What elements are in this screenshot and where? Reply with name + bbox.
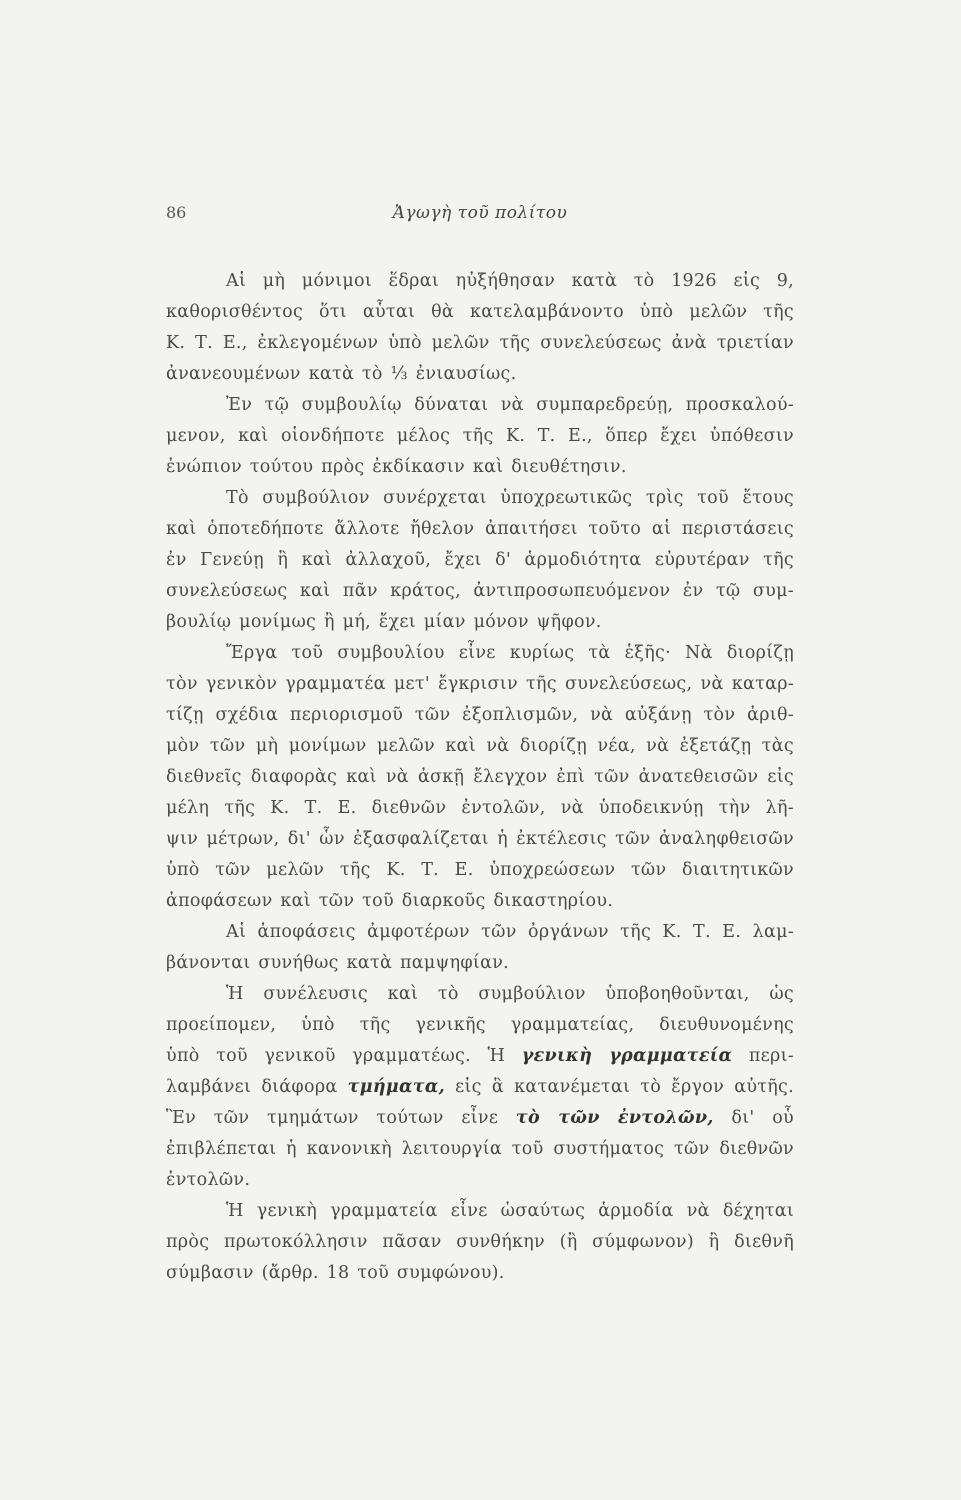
text-line: ἀνανεουμένων κατὰ τὸ ⅓ ἐνιαυσίως.: [166, 364, 517, 384]
text-line: ὑπὸ τῶν μελῶν τῆς Κ. Τ. Ε. ὑποχρεώσεων τῶν διαιτητικῶν: [166, 860, 794, 880]
text-line: ἀποφάσεων καὶ τῶν τοῦ διαρκοῦς δικαστηρίου.: [166, 891, 614, 911]
text-run: εἰς ἃ κατανέμεται τὸ ἔργον αὐτῆς.: [444, 1077, 794, 1097]
text-line: βάνονται συνήθως κατὰ παμψηφίαν.: [166, 953, 509, 973]
text-line: Ἡ γενικὴ γραμματεία εἶνε ὡσαύτως ἁρμοδία νὰ δέχηται: [226, 1201, 794, 1221]
text-run: περι-: [732, 1046, 794, 1066]
text-line: μὸν τῶν μὴ μονίμων μελῶν καὶ νὰ διορίζῃ νέα, νὰ ἐξετάζῃ τὰς: [166, 736, 794, 756]
text-line: ἐντολῶν.: [166, 1170, 251, 1190]
text-line: ἐπιβλέπεται ἡ κανονικὴ λειτουργία τοῦ συστήματος τῶν διεθνῶν: [166, 1139, 794, 1159]
text-line: Ἐν τῷ συμβουλίῳ δύναται νὰ συμπαρεδρεύῃ, προσκαλού-: [226, 395, 794, 415]
text-line: ἐν Γενεύῃ ἢ καὶ ἀλλαχοῦ, ἔχει δ' ἁρμοδιότητα εὐρυτέραν τῆς: [166, 550, 794, 570]
text-line: συνελεύσεως καὶ πᾶν κράτος, ἀντιπροσωπευόμενον ἐν τῷ συμ-: [166, 581, 794, 601]
text-line: σύμβασιν (ἄρθρ. 18 τοῦ συμφώνου).: [166, 1263, 505, 1283]
text-line: Αἱ ἀποφάσεις ἀμφοτέρων τῶν ὀργάνων τῆς Κ. Τ. Ε. λαμ-: [226, 922, 794, 942]
text-line: Κ. Τ. Ε., ἐκλεγομένων ὑπὸ μελῶν τῆς συνελεύσεως ἀνὰ τριετίαν: [166, 333, 794, 353]
text-line: μέλη τῆς Κ. Τ. Ε. διεθνῶν ἐντολῶν, νὰ ὑποδεικνύῃ τὴν λῆ-: [166, 798, 794, 818]
text-line: καὶ ὁποτεδήποτε ἄλλοτε ἤθελον ἀπαιτήσει τοῦτο αἱ περιστάσεις: [166, 519, 794, 539]
text-line: πρὸς πρωτοκόλλησιν πᾶσαν συνθήκην (ἢ σύμφωνον) ἢ διεθνῆ: [166, 1232, 794, 1252]
text-line: τὸν γενικὸν γραμματέα μετ' ἔγκρισιν τῆς συνελεύσεως, νὰ καταρ-: [166, 674, 794, 694]
text-run: Ἓν τῶν τμημάτων τούτων εἶνε: [166, 1108, 516, 1128]
text-line: ἐνώπιον τούτου πρὸς ἐκδίκασιν καὶ διευθέτησιν.: [166, 457, 627, 477]
text-run: ὑπὸ τοῦ γενικοῦ γραμματέως. Ἡ: [166, 1046, 522, 1066]
text-line: βουλίῳ μονίμως ἢ μή, ἔχει μίαν μόνον ψῆφον.: [166, 612, 602, 632]
emphasis-general-secretariat: γενικὴ γραμματεία: [521, 1046, 733, 1066]
text-line: διεθνεῖς διαφορὰς καὶ νὰ ἀσκῇ ἔλεγχον ἐπὶ τῶν ἀνατεθεισῶν εἰς: [166, 767, 794, 787]
text-line: [166, 1072, 794, 1103]
page-number: 86: [166, 203, 187, 222]
text-run: λαμβάνει διάφορα: [166, 1077, 348, 1097]
text-line: [166, 1041, 794, 1072]
text-line: Ἔργα τοῦ συμβουλίου εἶνε κυρίως τὰ ἑξῆς· Νὰ διορίζῃ: [226, 643, 794, 663]
text-line: Ἡ συνέλευσις καὶ τὸ συμβούλιον ὑποβοηθοῦνται, ὡς: [226, 984, 794, 1004]
running-title: Ἀγωγὴ τοῦ πολίτου: [392, 203, 568, 223]
body-text: [166, 266, 794, 1289]
text-line: τίζῃ σχέδια περιορισμοῦ τῶν ἐξοπλισμῶν, νὰ αὐξάνῃ τὸν ἀριθ-: [166, 705, 794, 725]
text-line: μενον, καὶ οἱονδήποτε μέλος τῆς Κ. Τ. Ε., ὅπερ ἔχει ὑπόθεσιν: [166, 426, 794, 446]
text-line: προείπομεν, ὑπὸ τῆς γενικῆς γραμματείας, διευθυνομένης: [166, 1015, 794, 1035]
text-line: Τὸ συμβούλιον συνέρχεται ὑποχρεωτικῶς τρὶς τοῦ ἔτους: [226, 488, 794, 508]
text-line: Αἱ μὴ μόνιμοι ἕδραι ηὐξήθησαν κατὰ τὸ 1926 εἰς 9,: [226, 271, 794, 291]
text-line: καθορισθέντος ὅτι αὗται θὰ κατελαμβάνοντο ὑπὸ μελῶν τῆς: [166, 302, 794, 322]
text-line: [166, 1103, 794, 1134]
text-run: δι' οὗ: [713, 1108, 794, 1128]
emphasis-mandates-section: τὸ τῶν ἐντολῶν,: [515, 1108, 714, 1128]
page-header: [166, 203, 794, 227]
text-line: ψιν μέτρων, δι' ὧν ἐξασφαλίζεται ἡ ἐκτέλεσις τῶν ἀναληφθεισῶν: [166, 829, 794, 849]
emphasis-sections: τμήματα,: [347, 1077, 445, 1097]
